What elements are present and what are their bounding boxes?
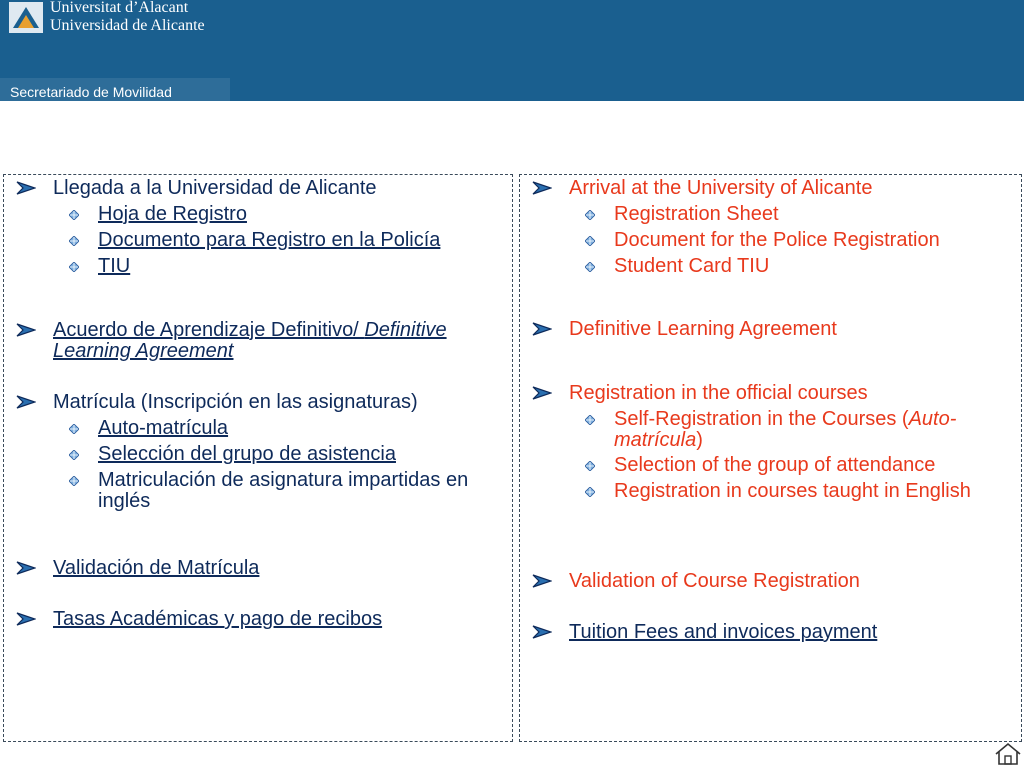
self-enrollment-link[interactable]: Auto-matrícula	[98, 417, 229, 439]
fees-link[interactable]: Tasas Académicas y pago de recibos	[53, 608, 383, 630]
english-courses-text-en: Registration in courses taught in English	[614, 480, 971, 502]
police-registration-link[interactable]: Documento para Registro en la Policía	[98, 229, 441, 251]
diamond-bullet-icon	[585, 415, 595, 425]
english-courses-text: Matriculación de asignatura impartidas en inglés	[98, 469, 469, 512]
diamond-bullet-icon	[585, 210, 595, 220]
self-registration-b: Auto-matrícula	[614, 408, 957, 451]
registration-sheet-link[interactable]: Hoja de Registro	[98, 203, 247, 225]
self-registration-text	[614, 409, 989, 451]
arrow-bullet-icon	[16, 612, 36, 626]
tuition-fees-link[interactable]: Tuition Fees and invoices payment	[569, 621, 878, 643]
arrow-bullet-icon	[532, 574, 552, 588]
student-card-text: Student Card TIU	[614, 255, 770, 277]
arrival-heading: Llegada a la Universidad de Alicante	[53, 177, 377, 199]
university-logo-icon	[9, 2, 43, 33]
learning-agreement-text: Definitive Learning Agreement	[569, 318, 837, 340]
registration-sheet-text: Registration Sheet	[614, 203, 779, 225]
diamond-bullet-icon	[69, 210, 79, 220]
enrollment-heading: Matrícula (Inscripción en las asignaturas)	[53, 391, 418, 413]
tiu-link[interactable]: TIU	[98, 255, 131, 277]
arrival-heading-en: Arrival at the University of Alicante	[569, 177, 873, 199]
diamond-bullet-icon	[585, 262, 595, 272]
arrow-bullet-icon	[532, 625, 552, 639]
arrow-bullet-icon	[532, 386, 552, 400]
arrow-bullet-icon	[16, 181, 36, 195]
learning-agreement-link[interactable]	[53, 320, 453, 362]
diamond-bullet-icon	[585, 236, 595, 246]
university-name-valencian: Universitat d’Alacant	[50, 0, 189, 16]
diamond-bullet-icon	[585, 487, 595, 497]
university-name-spanish: Universidad de Alicante	[50, 17, 205, 34]
diamond-bullet-icon	[69, 424, 79, 434]
diamond-bullet-icon	[585, 461, 595, 471]
department-name: Secretariado de Movilidad	[10, 84, 172, 100]
enrollment-validation-link[interactable]: Validación de Matrícula	[53, 557, 260, 579]
arrow-bullet-icon	[532, 181, 552, 195]
arrow-bullet-icon	[16, 561, 36, 575]
self-registration-c: )	[696, 429, 703, 451]
header-banner	[0, 0, 1024, 101]
diamond-bullet-icon	[69, 236, 79, 246]
arrow-bullet-icon	[16, 395, 36, 409]
diamond-bullet-icon	[69, 450, 79, 460]
attendance-group-link[interactable]: Selección del grupo de asistencia	[98, 443, 396, 465]
self-registration-a: Self-Registration in the Courses (	[614, 408, 909, 430]
home-icon[interactable]	[994, 742, 1022, 766]
diamond-bullet-icon	[69, 262, 79, 272]
course-validation-text: Validation of Course Registration	[569, 570, 860, 592]
diamond-bullet-icon	[69, 476, 79, 486]
police-registration-text: Document for the Police Registration	[614, 229, 940, 251]
spanish-panel	[3, 174, 513, 742]
english-panel	[519, 174, 1022, 742]
attendance-group-text: Selection of the group of attendance	[614, 454, 936, 476]
official-courses-heading: Registration in the official courses	[569, 382, 868, 404]
learning-agreement-es: Acuerdo de Aprendizaje Definitivo/	[53, 319, 365, 341]
arrow-bullet-icon	[532, 322, 552, 336]
arrow-bullet-icon	[16, 323, 36, 337]
learning-agreement-en: Definitive Learning Agreement	[53, 319, 447, 362]
